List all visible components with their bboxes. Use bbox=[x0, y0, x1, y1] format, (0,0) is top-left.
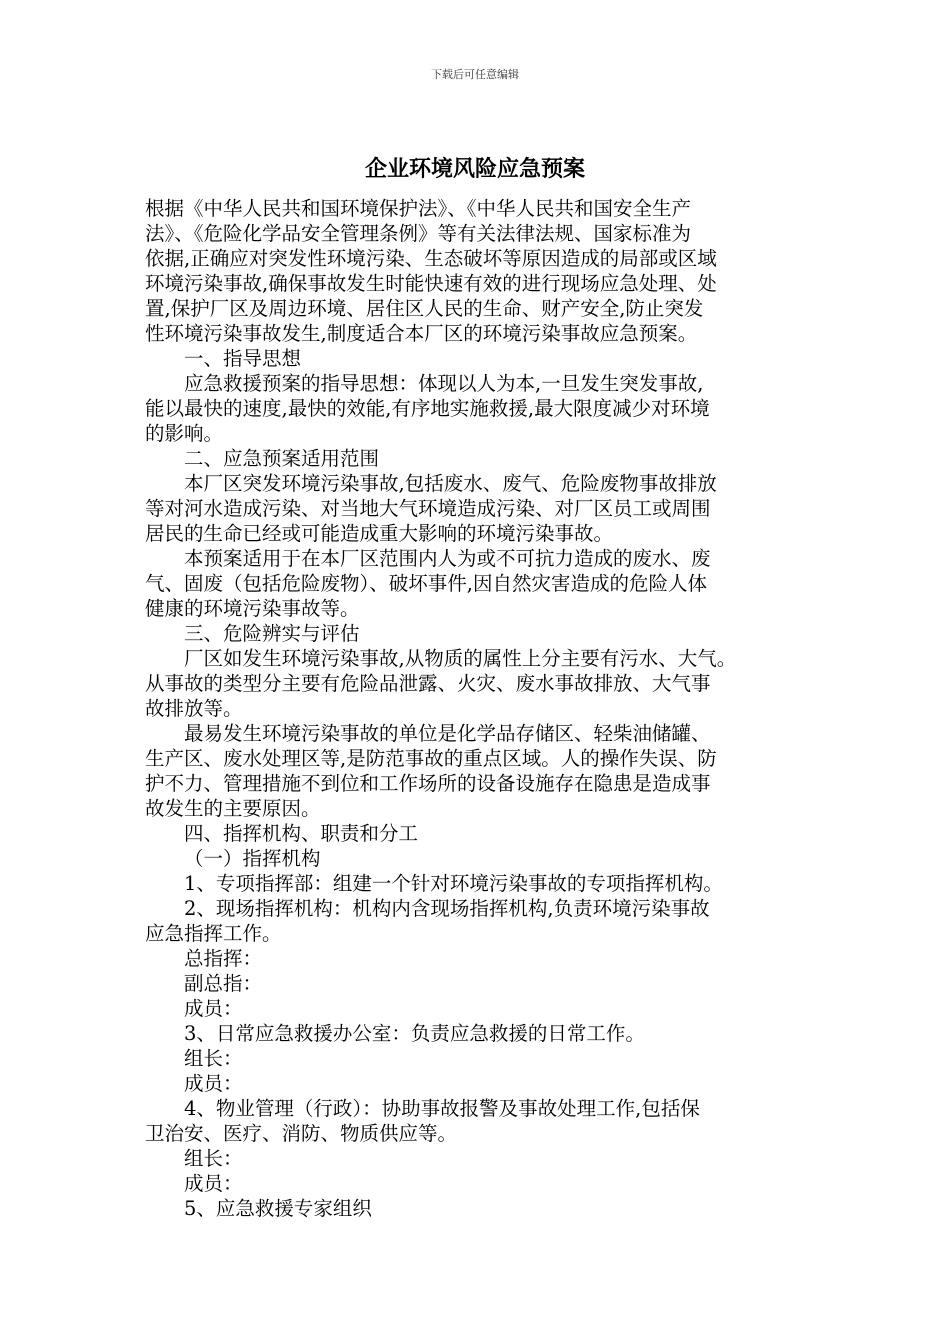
text-line: 2、现场指挥机构：机构内含现场指挥机构,负责环境污染事故 bbox=[184, 897, 710, 920]
text-line: 护不力、管理措施不到位和工作场所的设备设施存在隐患是造成事 bbox=[145, 772, 711, 795]
text-line: 环境污染事故,确保事故发生时能快速有效的进行现场应急处理、处 bbox=[145, 272, 717, 295]
risk-paragraph-2 bbox=[145, 721, 810, 821]
text-line: 从事故的类型分主要有危险品泄露、火灾、废水事故排放、大气事 bbox=[145, 672, 711, 695]
leader-label: 组长： bbox=[184, 1047, 243, 1070]
commander-label: 总指挥： bbox=[184, 947, 263, 970]
text-line: 性环境污染事故发生,制度适合本厂区的环境污染事故应急预案。 bbox=[145, 322, 698, 345]
section-heading-1: 一、指导思想 bbox=[184, 347, 302, 370]
text-line: 应急救援预案的指导思想：体现以人为本,一旦发生突发事故, bbox=[184, 372, 704, 395]
vice-commander-label: 副总指： bbox=[184, 972, 263, 995]
text-line: 4、物业管理（行政）：协助事故报警及事故处理工作,包括保 bbox=[184, 1097, 700, 1120]
scope-paragraph-2 bbox=[145, 546, 810, 621]
intro-paragraph bbox=[145, 196, 810, 346]
subsection-heading-4-1: （一）指挥机构 bbox=[184, 847, 321, 870]
text-line: 居民的生命已经或可能造成重大影响的环境污染事故。 bbox=[145, 522, 614, 545]
text-line: 气、固废（包括危险废物）、破坏事件,因自然灾害造成的危险人体 bbox=[145, 572, 707, 595]
text-line: 能以最快的速度,最快的效能,有序地实施救援,最大限度减少对环境 bbox=[145, 397, 710, 420]
members-label: 成员： bbox=[184, 997, 243, 1020]
text-line: 的影响。 bbox=[145, 422, 224, 445]
document-title: 企业环境风险应急预案 bbox=[364, 156, 585, 182]
text-line: 厂区如发生环境污染事故,从物质的属性上分主要有污水、大气。 bbox=[184, 647, 737, 670]
item-4 bbox=[145, 1096, 810, 1146]
members-label: 成员： bbox=[184, 1172, 243, 1195]
risk-paragraph-1 bbox=[145, 646, 810, 721]
document-body bbox=[145, 196, 810, 1221]
text-line: 卫治安、医疗、消防、物质供应等。 bbox=[145, 1122, 458, 1145]
text-line: 根据《中华人民共和国环境保护法》、《中华人民共和国安全生产 bbox=[145, 197, 692, 220]
scope-paragraph-1 bbox=[145, 471, 810, 546]
text-line: 故发生的主要原因。 bbox=[145, 797, 321, 820]
text-line: 最易发生环境污染事故的单位是化学品存储区、轻柴油储罐、 bbox=[184, 722, 711, 745]
item-1: 1、专项指挥部：组建一个针对环境污染事故的专项指挥机构。 bbox=[184, 872, 723, 895]
text-line: 生产区、废水处理区等,是防范事故的重点区域。人的操作失误、防 bbox=[145, 747, 717, 770]
text-line: 法》、《危险化学品安全管理条例》等有关法律法规、国家标准为 bbox=[145, 222, 692, 245]
leader-label: 组长： bbox=[184, 1147, 243, 1170]
text-line: 健康的环境污染事故等。 bbox=[145, 597, 360, 620]
header-note: 下载后可任意编辑 bbox=[431, 68, 519, 81]
section-heading-4: 四、指挥机构、职责和分工 bbox=[184, 822, 419, 845]
text-line: 等对河水造成污染、对当地大气环境造成污染、对厂区员工或周围 bbox=[145, 497, 711, 520]
text-line: 故排放等。 bbox=[145, 697, 243, 720]
guide-paragraph bbox=[145, 371, 810, 446]
text-line: 本厂区突发环境污染事故,包括废水、废气、危险废物事故排放 bbox=[184, 472, 717, 495]
item-5: 5、应急救援专家组织 bbox=[184, 1197, 372, 1220]
section-heading-2: 二、应急预案适用范围 bbox=[184, 447, 380, 470]
text-line: 置,保护厂区及周边环境、居住区人民的生命、财产安全,防止突发 bbox=[145, 297, 704, 320]
members-label: 成员： bbox=[184, 1072, 243, 1095]
section-heading-3: 三、危险辨实与评估 bbox=[184, 622, 360, 645]
text-line: 应急指挥工作。 bbox=[145, 922, 282, 945]
item-3: 3、日常应急救援办公室：负责应急救援的日常工作。 bbox=[184, 1022, 645, 1045]
item-2 bbox=[145, 896, 810, 946]
text-line: 依据,正确应对突发性环境污染、生态破坏等原因造成的局部或区域 bbox=[145, 247, 717, 270]
text-line: 本预案适用于在本厂区范围内人为或不可抗力造成的废水、废 bbox=[184, 547, 711, 570]
